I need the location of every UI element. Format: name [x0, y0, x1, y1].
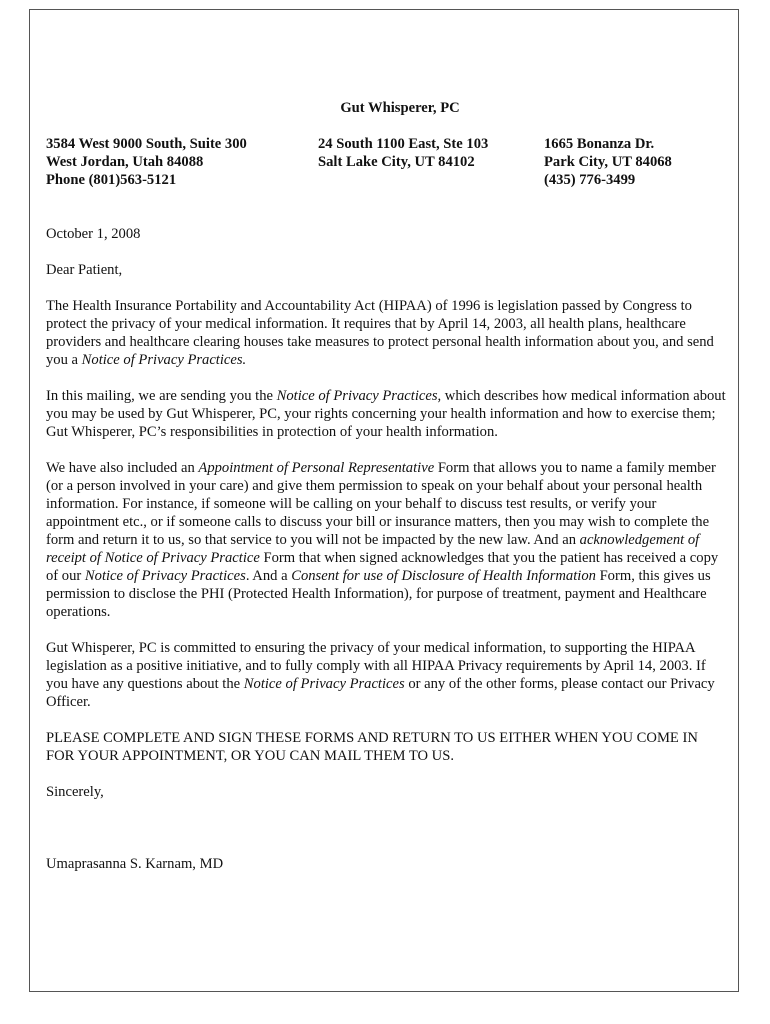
office-phone: (435) 776-3499: [544, 172, 636, 188]
paragraph-instructions: PLEASE COMPLETE AND SIGN THESE FORMS AND RETURN TO US EITHER WHEN YOU COME IN FOR YOUR APPOINTMENT, OR YOU CAN MAIL THEM TO US.: [46, 730, 698, 764]
letter-salutation: Dear Patient,: [46, 262, 123, 278]
paragraph-mailing: [46, 387, 728, 441]
office-address-line: 24 South 1100 East, Ste 103: [318, 136, 489, 152]
office-address-salt-lake-city: [318, 135, 488, 171]
office-address-line: Park City, UT 84068: [544, 154, 672, 170]
office-address-park-city: [544, 135, 672, 189]
paragraph-forms-included: [46, 459, 728, 621]
letter-date: October 1, 2008: [46, 226, 141, 242]
signer-name: Umaprasanna S. Karnam, MD: [46, 856, 224, 872]
emphasis-appointment-form: Appointment of Personal Representative: [198, 460, 435, 476]
emphasis-notice-of-privacy-practices: Notice of Privacy Practices: [243, 676, 405, 692]
text-run: Form, this gives us permission to disclose the PHI (Protected Health Information), for purpose of treatment, payment and Healthcare operations.: [46, 568, 711, 620]
emphasis-notice-of-privacy-practices: Notice of Privacy Practices: [84, 568, 246, 584]
text-run: The Health Insurance Portability and Accountability Act (HIPAA) of 1996 is legislation passed by Congress to protect the privacy of your medical information. It requires that by April 14, 2003, all health plans, healthcare providers and healthcare clearing houses take measures to protect personal health information about you, and send you a: [46, 298, 714, 368]
paragraph-hipaa-intro: [46, 297, 728, 369]
letter-body: [46, 225, 728, 891]
text-run: We have also included an: [46, 460, 199, 476]
office-address-line: West Jordan, Utah 84088: [46, 154, 204, 170]
letter-page: [29, 9, 739, 992]
letter-closing: Sincerely,: [46, 784, 104, 800]
emphasis-acknowledgement-form: acknowledgement of receipt of Notice of Privacy Practice: [46, 532, 700, 566]
emphasis-notice-of-privacy-practices: Notice of Privacy Practices.: [81, 352, 247, 368]
text-run: . And a: [245, 568, 292, 584]
paragraph-commitment: [46, 639, 728, 711]
text-run: which describes how medical information about you may be used by Gut Whisperer, PC, your rights concerning your health information and how to exercise them; Gut Whisperer, PC’s responsibilities in protection of your health information.: [46, 388, 726, 440]
office-address-line: Salt Lake City, UT 84102: [318, 154, 475, 170]
office-phone: Phone (801)563-5121: [46, 172, 177, 188]
text-run: Form that allows you to name a family member (or a person involved in your care) and give them permission to speak on your behalf about your personal health information. For instance, if someone will be calling on your behalf to discuss test results, or verify your appointment etc., or if someone calls to discuss your bill or insurance matters, then you may wish to complete the form and return it to us, so that service to you will not be impacted by the new law. And an: [46, 460, 716, 548]
text-run: Form that when signed acknowledges that you the patient has received a copy of our: [46, 550, 719, 584]
emphasis-consent-form: Consent for use of Disclosure of Health Information: [291, 568, 596, 584]
text-run: or any of the other forms, please contact our Privacy Officer.: [46, 676, 715, 710]
emphasis-notice-of-privacy-practices: Notice of Privacy Practices,: [276, 388, 442, 404]
text-run: Gut Whisperer, PC is committed to ensuring the privacy of your medical information, to supporting the HIPAA legislation as a positive initiative, and to fully comply with all HIPAA Privacy requirements by April 14, 2003. If you have any questions about the: [46, 640, 706, 692]
text-run: In this mailing, we are sending you the: [46, 388, 277, 404]
signature-space: [46, 819, 728, 855]
office-address-west-jordan: [46, 135, 247, 189]
office-address-line: 1665 Bonanza Dr.: [544, 136, 655, 152]
office-address-line: 3584 West 9000 South, Suite 300: [46, 136, 247, 152]
practice-name: Gut Whisperer, PC: [340, 100, 460, 116]
